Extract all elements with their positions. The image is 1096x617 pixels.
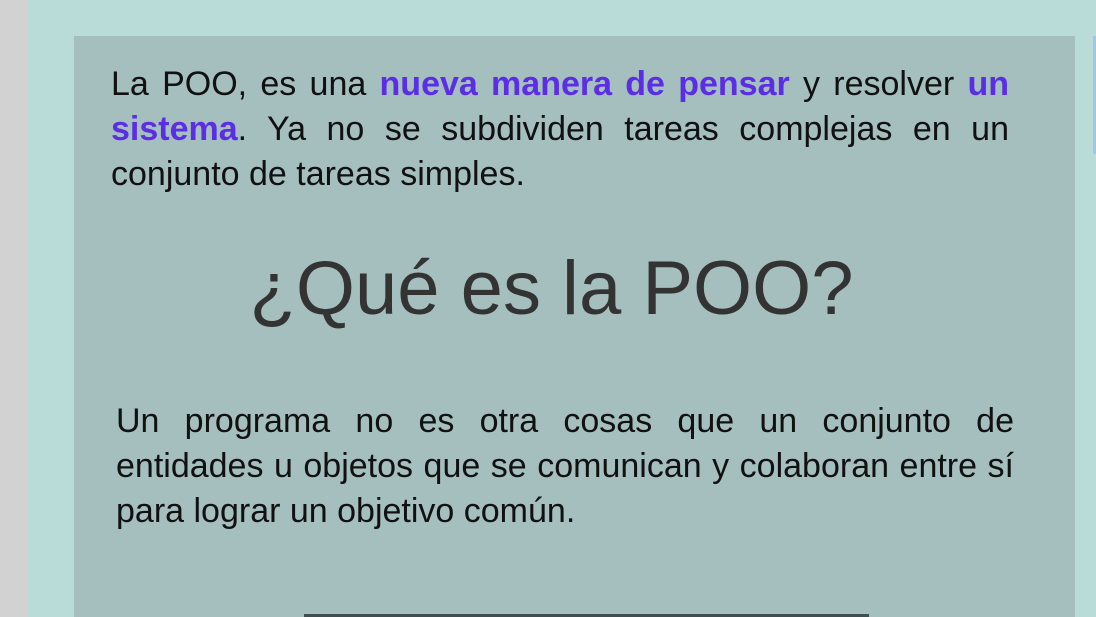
slide-panel — [74, 36, 1075, 617]
intro-text-part-1: La POO, es una — [111, 65, 380, 103]
intro-highlight-2: un sistema — [111, 65, 1009, 148]
intro-paragraph — [111, 62, 1009, 197]
body-paragraph: Un programa no es otra cosas que un conjunto de entidades u objetos que se comunican y colaboran entre sí para lograr un objetivo común. — [116, 402, 1014, 530]
intro-text-part-2: y resolver — [789, 65, 968, 103]
intro-text-part-3: . Ya no se subdividen tareas complejas en un conjunto de tareas simples. — [111, 110, 1009, 193]
intro-highlight-1: nueva manera de pensar — [379, 65, 790, 103]
left-gutter — [0, 0, 27, 617]
slide-title: ¿Qué es la POO? — [249, 246, 854, 331]
